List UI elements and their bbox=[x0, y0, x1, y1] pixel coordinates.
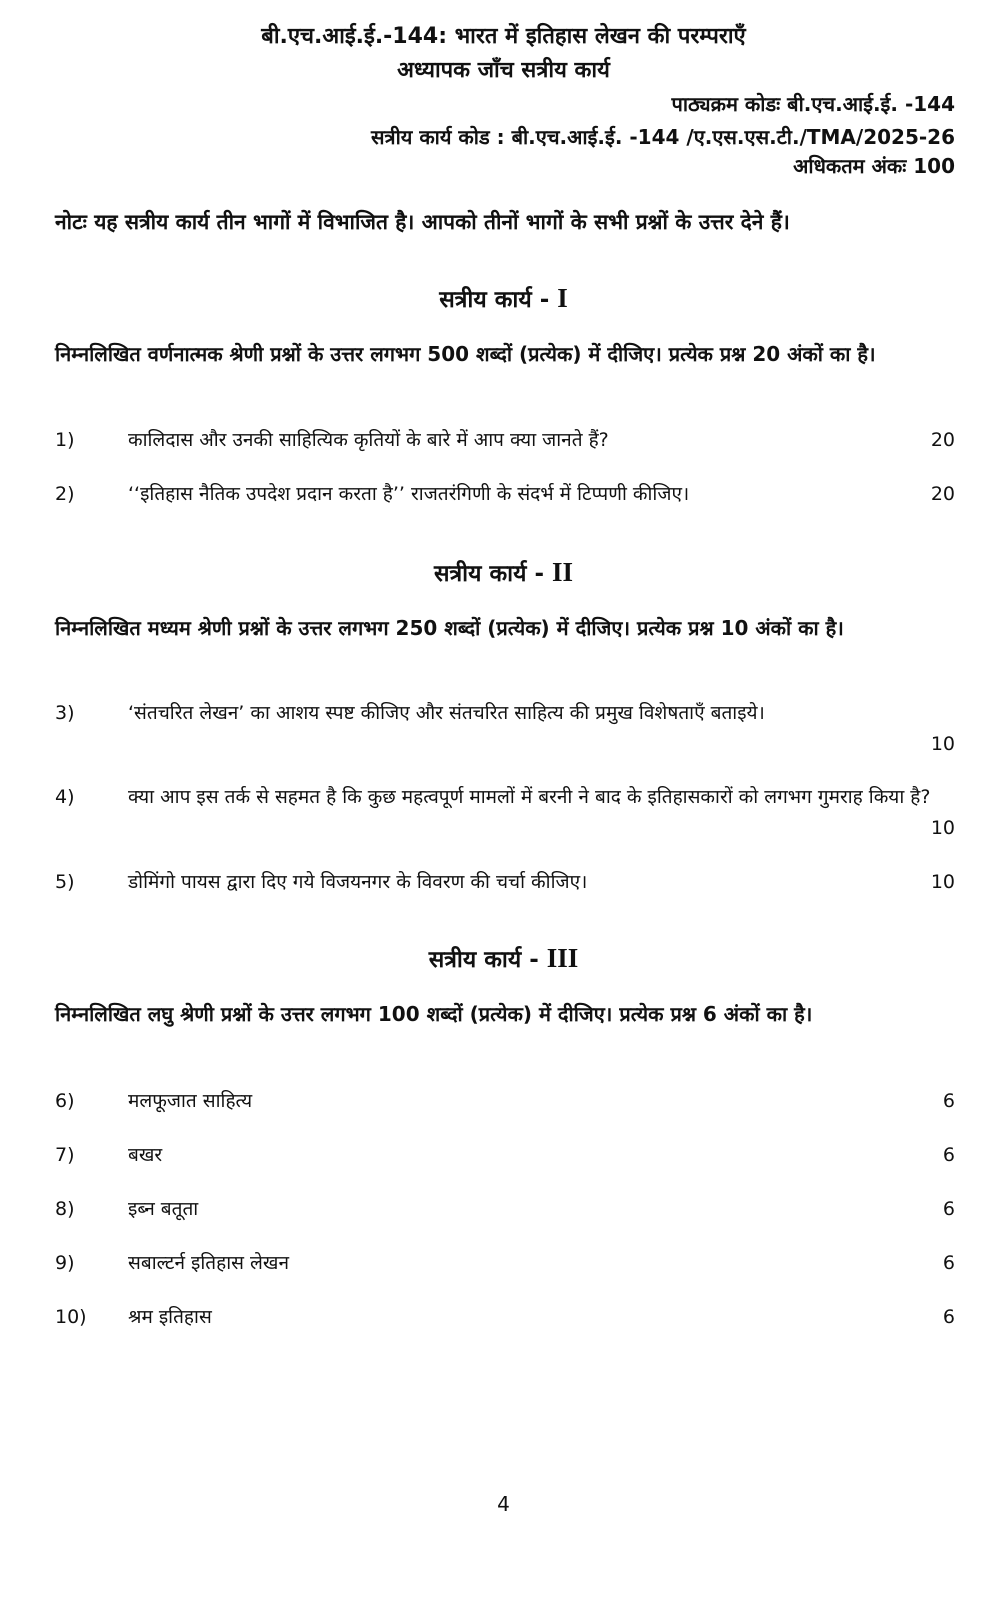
section-title bbox=[0, 942, 1007, 974]
max-marks: अधिकतम अंकः 100 bbox=[793, 154, 955, 178]
question-text: ‘‘इतिहास नैतिक उपदेश प्रदान करता है’’ राजतरंगिणी के संदर्भ में टिप्पणी कीजिए। bbox=[128, 483, 690, 505]
course-code: पाठ्यक्रम कोडः बी.एच.आई.ई. -144 bbox=[671, 92, 955, 116]
question-marks: 10 bbox=[930, 871, 955, 893]
question-number: 5) bbox=[55, 871, 75, 893]
question-number: 6) bbox=[55, 1090, 75, 1112]
assignment-code: सत्रीय कार्य कोड : बी.एच.आई.ई. -144 /ए.एस.एस.टी./TMA/2025-26 bbox=[371, 125, 955, 149]
question-marks: 6 bbox=[942, 1144, 955, 1166]
question-number: 8) bbox=[55, 1198, 75, 1220]
course-title: बी.एच.आई.ई.-144: भारत में इतिहास लेखन की परम्पराएँ bbox=[261, 24, 746, 49]
question-text: मलफूजात साहित्य bbox=[128, 1090, 253, 1112]
section-instruction: निम्नलिखित लघु श्रेणी प्रश्नों के उत्तर लगभग 100 शब्दों (प्रत्येक) में दीजिए। प्रत्येक प्रश्न 6 अंकों का है। bbox=[55, 1002, 813, 1026]
question-text: इब्न बतूता bbox=[128, 1198, 199, 1220]
question-text: श्रम इतिहास bbox=[128, 1306, 212, 1328]
section-title-prefix: सत्रीय कार्य - bbox=[439, 287, 550, 313]
section-title-prefix: सत्रीय कार्य - bbox=[428, 947, 539, 973]
section-instruction: निम्नलिखित वर्णनात्मक श्रेणी प्रश्नों के उत्तर लगभग 500 शब्दों (प्रत्येक) में दीजिए। प्रत्येक प्रश्न 20 अंकों का है। bbox=[55, 342, 876, 366]
question-number: 9) bbox=[55, 1252, 75, 1274]
question-marks: 10 bbox=[930, 733, 955, 755]
question-text: डोमिंगो पायस द्वारा दिए गये विजयनगर के विवरण की चर्चा कीजिए। bbox=[128, 871, 588, 893]
question-marks: 10 bbox=[930, 817, 955, 839]
question-text: कालिदास और उनकी साहित्यिक कृतियों के बारे में आप क्या जानते हैं? bbox=[128, 429, 609, 451]
question-text: सबाल्टर्न इतिहास लेखन bbox=[128, 1252, 290, 1274]
question-text: बखर bbox=[128, 1144, 163, 1166]
page-number: 4 bbox=[497, 1492, 510, 1516]
section-title-roman: III bbox=[546, 943, 579, 973]
question-number: 10) bbox=[55, 1306, 87, 1328]
section-title bbox=[0, 282, 1007, 314]
section-instruction: निम्नलिखित मध्यम श्रेणी प्रश्नों के उत्तर लगभग 250 शब्दों (प्रत्येक) में दीजिए। प्रत्येक प्रश्न 10 अंकों का है। bbox=[55, 616, 844, 640]
question-number: 2) bbox=[55, 483, 75, 505]
question-marks: 20 bbox=[930, 429, 955, 451]
question-marks: 6 bbox=[942, 1252, 955, 1274]
assignment-subtitle: अध्यापक जाँच सत्रीय कार्य bbox=[397, 58, 610, 83]
question-marks: 6 bbox=[942, 1090, 955, 1112]
question-number: 7) bbox=[55, 1144, 75, 1166]
question-text: क्या आप इस तर्क से सहमत है कि कुछ महत्वपूर्ण मामलों में बरनी ने बाद के इतिहासकारों को लगभग गुमराह किया है? bbox=[128, 786, 931, 808]
question-number: 3) bbox=[55, 702, 75, 724]
question-marks: 6 bbox=[942, 1306, 955, 1328]
note-text: नोटः यह सत्रीय कार्य तीन भागों में विभाजित है। आपको तीनों भागों के सभी प्रश्नों के उत्तर देने हैं। bbox=[55, 210, 790, 234]
question-number: 1) bbox=[55, 429, 75, 451]
section-title-roman: II bbox=[552, 557, 574, 587]
section-title-prefix: सत्रीय कार्य - bbox=[433, 561, 545, 587]
question-text: ‘संतचरित लेखन’ का आशय स्पष्ट कीजिए और संतचरित साहित्य की प्रमुख विशेषताएँ बताइये। bbox=[128, 702, 765, 724]
question-marks: 6 bbox=[942, 1198, 955, 1220]
question-number: 4) bbox=[55, 786, 75, 808]
section-title-roman: I bbox=[557, 283, 568, 313]
section-title bbox=[0, 556, 1007, 588]
question-marks: 20 bbox=[930, 483, 955, 505]
